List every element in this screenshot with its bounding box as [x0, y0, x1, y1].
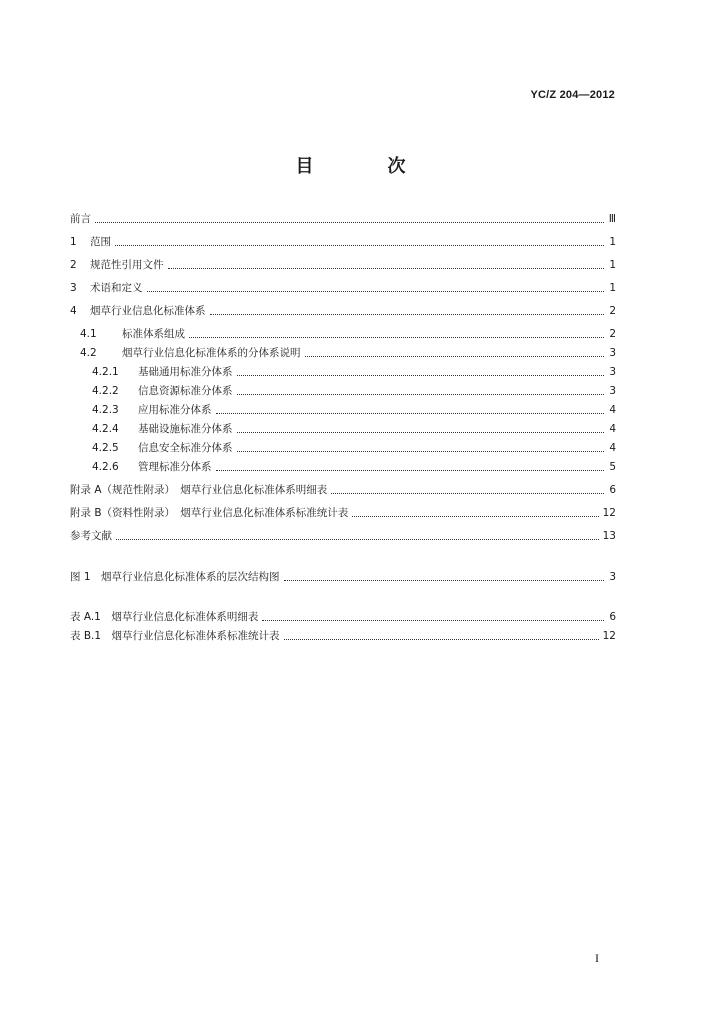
dot-leader	[237, 384, 605, 395]
toc-entry-page: 3	[609, 347, 616, 359]
toc-entry[interactable]	[70, 230, 616, 249]
toc-entry[interactable]	[70, 379, 616, 398]
toc-entry-number: 4.2.2	[92, 385, 119, 397]
toc-entry-label: 范围	[90, 236, 111, 248]
dot-leader	[189, 327, 604, 338]
toc-entry[interactable]	[70, 478, 616, 497]
dot-leader	[147, 281, 605, 292]
toc-entry-label: 图 1 烟草行业信息化标准体系的层次结构图	[70, 571, 280, 583]
toc-entry[interactable]	[70, 436, 616, 455]
toc-entry-label: 术语和定义	[90, 282, 143, 294]
toc-entry-number: 4.1	[80, 328, 97, 340]
toc-entry-page: Ⅲ	[608, 213, 616, 225]
toc-entry-number: 3	[70, 282, 77, 294]
toc-entry-number: 2	[70, 259, 77, 271]
toc-entry[interactable]	[70, 605, 616, 624]
doc-code: YC/Z 204—2012	[530, 89, 615, 101]
dot-leader	[168, 258, 605, 269]
toc-entry-label: 附录 B（资料性附录） 烟草行业信息化标准体系标准统计表	[70, 507, 349, 519]
dot-leader	[216, 403, 605, 414]
toc-entry[interactable]	[70, 455, 616, 474]
toc-entry-page: 3	[609, 385, 616, 397]
toc-entry[interactable]	[70, 624, 616, 643]
page-title: 目 次	[295, 156, 434, 177]
dot-leader	[284, 570, 604, 581]
toc-entry-number: 4.2.3	[92, 404, 119, 416]
toc-entry-page: 4	[609, 423, 616, 435]
dot-leader	[216, 460, 605, 471]
toc-entry[interactable]	[70, 501, 616, 520]
toc-entry-label: 附录 A（规范性附录） 烟草行业信息化标准体系明细表	[70, 484, 328, 496]
toc-entry-label: 前言	[70, 213, 91, 225]
toc-entry[interactable]	[70, 360, 616, 379]
toc-entry-label: 管理标准分体系	[138, 461, 212, 473]
toc-entry-number: 4.2.4	[92, 423, 119, 435]
toc-entry[interactable]	[70, 341, 616, 360]
dot-leader	[305, 346, 605, 357]
toc-entry-label: 信息资源标准分体系	[138, 385, 233, 397]
toc-entry-number: 1	[70, 236, 77, 248]
toc-entry[interactable]	[70, 299, 616, 318]
toc-entry-label: 信息安全标准分体系	[138, 442, 233, 454]
dot-leader	[95, 212, 604, 223]
toc-entry-page: 4	[609, 442, 616, 454]
toc-entry-page: 1	[609, 282, 616, 294]
toc-entry-label: 应用标准分体系	[138, 404, 212, 416]
toc-entry-label: 表 A.1 烟草行业信息化标准体系明细表	[70, 611, 259, 623]
dot-leader	[210, 304, 605, 315]
dot-leader	[115, 235, 604, 246]
toc-entry-number: 4	[70, 305, 77, 317]
toc-entry-number: 4.2.6	[92, 461, 119, 473]
toc-entry-number: 4.2	[80, 347, 97, 359]
toc-entry[interactable]	[70, 322, 616, 341]
toc-entry[interactable]	[70, 417, 616, 436]
toc-entry-page: 3	[609, 366, 616, 378]
toc-entry[interactable]	[70, 276, 616, 295]
toc-entry-page: 12	[602, 630, 616, 642]
toc-entry-page: 13	[602, 530, 616, 542]
dot-leader	[352, 506, 598, 517]
toc-entry-label: 规范性引用文件	[90, 259, 164, 271]
toc-entry-page: 6	[609, 484, 616, 496]
toc-entry-number: 4.2.1	[92, 366, 119, 378]
toc-entry-page: 1	[609, 236, 616, 248]
toc-entry-label: 标准体系组成	[122, 328, 185, 340]
toc-entry[interactable]	[70, 524, 616, 543]
toc-entry[interactable]	[70, 253, 616, 272]
toc-entry-page: 1	[609, 259, 616, 271]
toc-entry[interactable]	[70, 565, 616, 584]
toc-entry-page: 12	[602, 507, 616, 519]
dot-leader	[331, 483, 604, 494]
toc-entry-page: 3	[609, 571, 616, 583]
toc-entry-number: 4.2.5	[92, 442, 119, 454]
toc-entry-page: 5	[609, 461, 616, 473]
toc-entry-label: 基础通用标准分体系	[138, 366, 233, 378]
toc-entry[interactable]	[70, 398, 616, 417]
page-number: I	[595, 951, 599, 965]
dot-leader	[116, 529, 599, 540]
toc-entry-page: 4	[609, 404, 616, 416]
toc-entry-label: 表 B.1 烟草行业信息化标准体系标准统计表	[70, 630, 280, 642]
toc-entry-page: 2	[609, 328, 616, 340]
toc-entry-label: 烟草行业信息化标准体系的分体系说明	[122, 347, 301, 359]
toc-entry[interactable]	[70, 207, 616, 226]
toc-entry-label: 烟草行业信息化标准体系	[90, 305, 206, 317]
dot-leader	[237, 422, 605, 433]
toc-entry-page: 2	[609, 305, 616, 317]
dot-leader	[284, 629, 599, 640]
dot-leader	[237, 441, 605, 452]
toc-entry-label: 基础设施标准分体系	[138, 423, 233, 435]
dot-leader	[237, 365, 605, 376]
toc-entry-label: 参考文献	[70, 530, 112, 542]
dot-leader	[262, 610, 604, 621]
toc-entry-page: 6	[609, 611, 616, 623]
